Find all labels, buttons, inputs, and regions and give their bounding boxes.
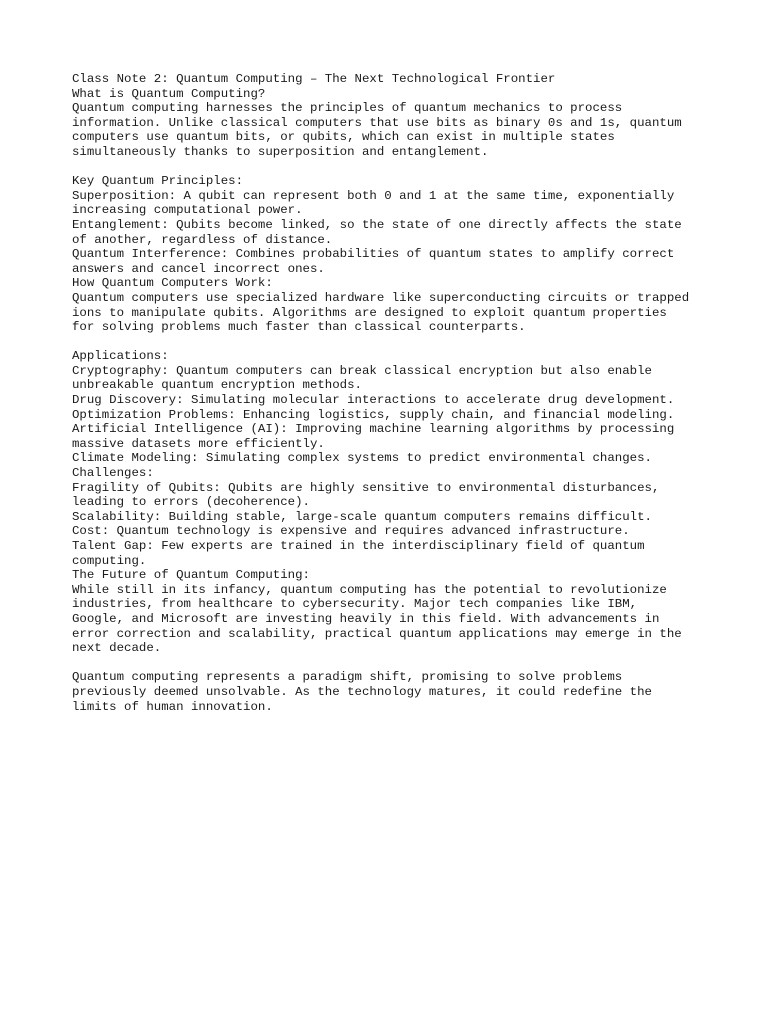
text-line: massive datasets more efficiently. xyxy=(72,436,325,451)
text-line: Quantum Interference: Combines probabilities of quantum states to amplify correct xyxy=(72,247,675,262)
text-line: Class Note 2: Quantum Computing – The Next Technological Frontier xyxy=(72,72,556,86)
text-line: increasing computational power. xyxy=(72,203,303,218)
text-line xyxy=(72,335,712,350)
text-line: limits of human innovation. xyxy=(72,699,273,714)
text-line: How Quantum Computers Work: xyxy=(72,276,273,291)
text-line: What is Quantum Computing? xyxy=(72,86,266,101)
text-line: previously deemed unsolvable. As the technology matures, it could redefine the xyxy=(72,684,652,699)
text-line: Quantum computers use specialized hardware like superconducting circuits or trapped xyxy=(72,290,690,305)
text-line: Challenges: xyxy=(72,466,154,481)
text-line: Optimization Problems: Enhancing logistics, supply chain, and financial modeling. xyxy=(72,407,675,422)
text-line: Drug Discovery: Simulating molecular interactions to accelerate drug development. xyxy=(72,393,675,408)
text-line: industries, from healthcare to cybersecurity. Major tech companies like IBM, xyxy=(72,597,638,612)
text-line: for solving problems much faster than classical counterparts. xyxy=(72,320,526,335)
text-line: Superposition: A qubit can represent both 0 and 1 at the same time, exponentially xyxy=(72,188,675,203)
text-line: Cost: Quantum technology is expensive and requires advanced infrastructure. xyxy=(72,524,630,539)
text-line: error correction and scalability, practical quantum applications may emerge in the xyxy=(72,626,682,641)
text-line: Quantum computing represents a paradigm shift, promising to solve problems xyxy=(72,670,623,685)
text-line: Scalability: Building stable, large-scale quantum computers remains difficult. xyxy=(72,509,652,524)
text-line: Google, and Microsoft are investing heavily in this field. With advancements in xyxy=(72,611,660,626)
text-line: ions to manipulate qubits. Algorithms are designed to exploit quantum properties xyxy=(72,305,667,320)
text-line: leading to errors (decoherence). xyxy=(72,495,310,510)
text-line: Talent Gap: Few experts are trained in the interdisciplinary field of quantum xyxy=(72,539,645,553)
text-line: simultaneously thanks to superposition and entanglement. xyxy=(72,144,489,159)
text-line: next decade. xyxy=(72,641,162,656)
text-line: unbreakable quantum encryption methods. xyxy=(72,378,362,393)
text-line: Key Quantum Principles: xyxy=(72,174,244,189)
text-line: While still in its infancy, quantum computing has the potential to revolutionize xyxy=(72,582,667,597)
document-body xyxy=(72,72,712,714)
text-line: Climate Modeling: Simulating complex systems to predict environmental changes. xyxy=(72,451,652,466)
text-line: information. Unlike classical computers that use bits as binary 0s and 1s, quantum xyxy=(72,115,682,130)
text-line: answers and cancel incorrect ones. xyxy=(72,261,325,276)
text-line: computing. xyxy=(72,553,147,568)
text-line: Cryptography: Quantum computers can break classical encryption but also enable xyxy=(72,363,652,378)
text-line: Applications: xyxy=(72,349,169,364)
text-line: Fragility of Qubits: Qubits are highly sensitive to environmental disturbances, xyxy=(72,480,660,495)
text-line: of another, regardless of distance. xyxy=(72,232,333,247)
text-line: computers use quantum bits, or qubits, which can exist in multiple states xyxy=(72,130,615,145)
text-line: The Future of Quantum Computing: xyxy=(72,568,310,583)
text-line xyxy=(72,160,712,175)
text-line xyxy=(72,656,712,671)
text-line: Artificial Intelligence (AI): Improving machine learning algorithms by processing xyxy=(72,422,675,437)
text-line: Entanglement: Qubits become linked, so the state of one directly affects the state xyxy=(72,217,682,232)
text-line: Quantum computing harnesses the principles of quantum mechanics to process xyxy=(72,101,623,116)
